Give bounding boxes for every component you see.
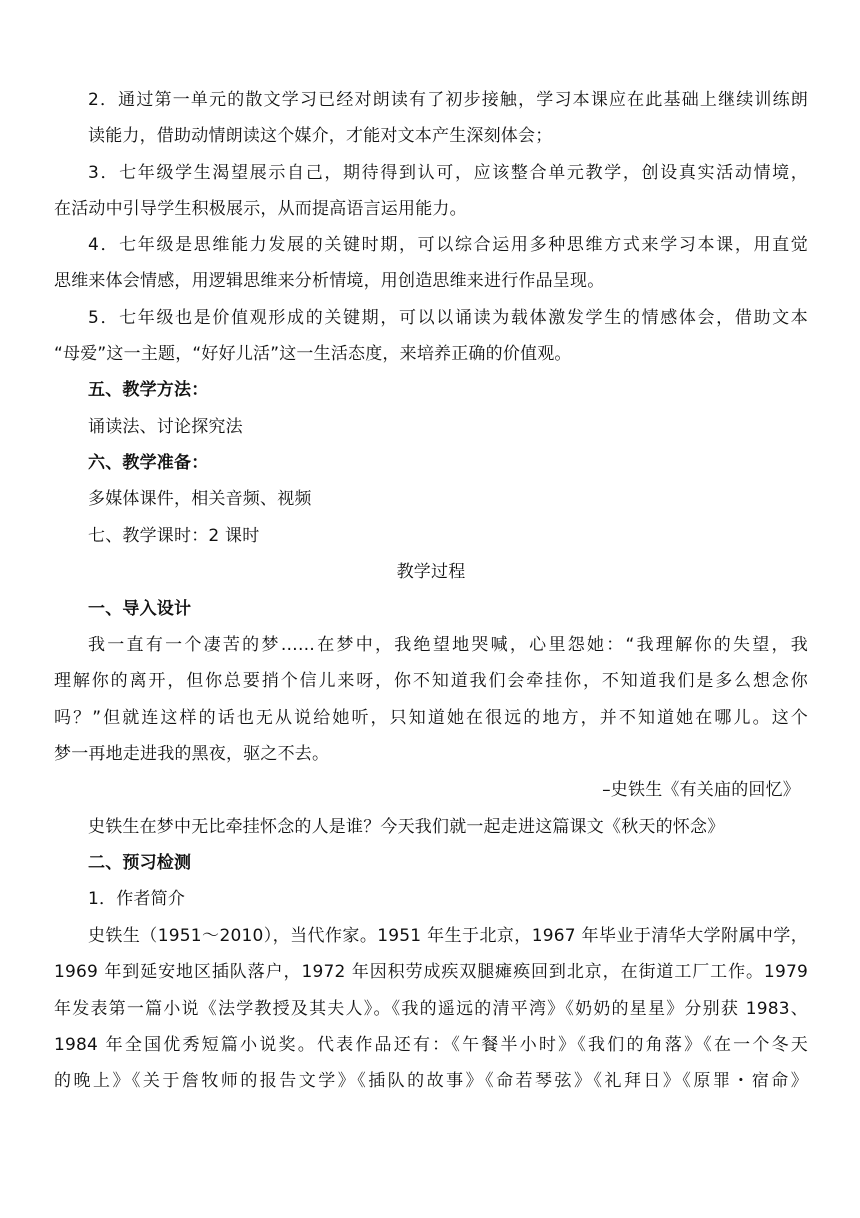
paragraph-line: 史铁生（1951～2010），当代作家。1951 年生于北京，1967 年毕业于清华大学附属中学， <box>88 926 808 946</box>
subheading-author-intro: 1．作者简介 <box>88 889 186 909</box>
section-title-teaching-process: 教学过程 <box>396 562 466 582</box>
paragraph-line: 的晚上》《关于詹牧师的报告文学》《插队的故事》《命若琴弦》《礼拜日》《原罪・宿命》 <box>54 1071 808 1091</box>
paragraph-line: 诵读法、讨论探究法 <box>88 417 243 437</box>
paragraph-line: 史铁生在梦中无比牵挂怀念的人是谁？今天我们就一起走进这篇课文《秋天的怀念》 <box>88 817 725 837</box>
paragraph-line: 3．七年级学生渴望展示自己，期待得到认可，应该整合单元教学，创设真实活动情境， <box>88 163 808 183</box>
paragraph-line: 2．通过第一单元的散文学习已经对朗读有了初步接触，学习本课应在此基础上继续训练朗 <box>88 90 808 110</box>
paragraph-line: 4．七年级是思维能力发展的关键时期，可以综合运用多种思维方式来学习本课，用直觉 <box>88 235 808 255</box>
paragraph-line: 我一直有一个凄苦的梦……在梦中，我绝望地哭喊，心里怨她：“我理解你的失望，我 <box>88 635 808 655</box>
paragraph-line: 1969 年到延安地区插队落户，1972 年因积劳成疾双腿瘫痪回到北京，在街道工厂工作。1979 <box>54 962 808 982</box>
section-heading-class-hours: 七、教学课时：2 课时 <box>88 526 260 546</box>
paragraph-line: 读能力，借助动情朗读这个媒介，才能对文本产生深刻体会； <box>88 126 553 146</box>
paragraph-line: 在活动中引导学生积极展示，从而提高语言运用能力。 <box>54 199 467 219</box>
paragraph-line: 5．七年级也是价值观形成的关键期，可以以诵读为载体激发学生的情感体会，借助文本 <box>88 308 808 328</box>
paragraph-line: 吗？”但就连这样的话也无从说给她听，只知道她在很远的地方，并不知道她在哪儿。这个 <box>54 708 808 728</box>
paragraph-line: 理解你的离开，但你总要捎个信儿来呀，你不知道我们会牵挂你，不知道我们是多么想念你 <box>54 671 808 691</box>
section-heading-introduction: 一、导入设计 <box>88 599 192 619</box>
section-heading-teaching-methods: 五、教学方法： <box>88 380 209 400</box>
paragraph-line: 年发表第一篇小说《法学教授及其夫人》。《我的遥远的清平湾》《奶奶的星星》分别获 1983、 <box>54 999 808 1019</box>
paragraph-line: 多媒体课件，相关音频、视频 <box>88 489 312 509</box>
quote-attribution: –史铁生《有关庙的回忆》 <box>602 780 800 800</box>
paragraph-line: 1984 年全国优秀短篇小说奖。代表作品还有：《午餐半小时》《我们的角落》《在一个冬天 <box>54 1035 808 1055</box>
section-heading-preview-check: 二、预习检测 <box>88 853 192 873</box>
paragraph-line: “母爱”这一主题，“好好儿活”这一生活态度，来培养正确的价值观。 <box>54 344 572 364</box>
paragraph-line: 梦一再地走进我的黑夜，驱之不去。 <box>54 744 330 764</box>
paragraph-line: 思维来体会情感，用逻辑思维来分析情境，用创造思维来进行作品呈现。 <box>54 271 605 291</box>
section-heading-teaching-preparation: 六、教学准备： <box>88 453 209 473</box>
